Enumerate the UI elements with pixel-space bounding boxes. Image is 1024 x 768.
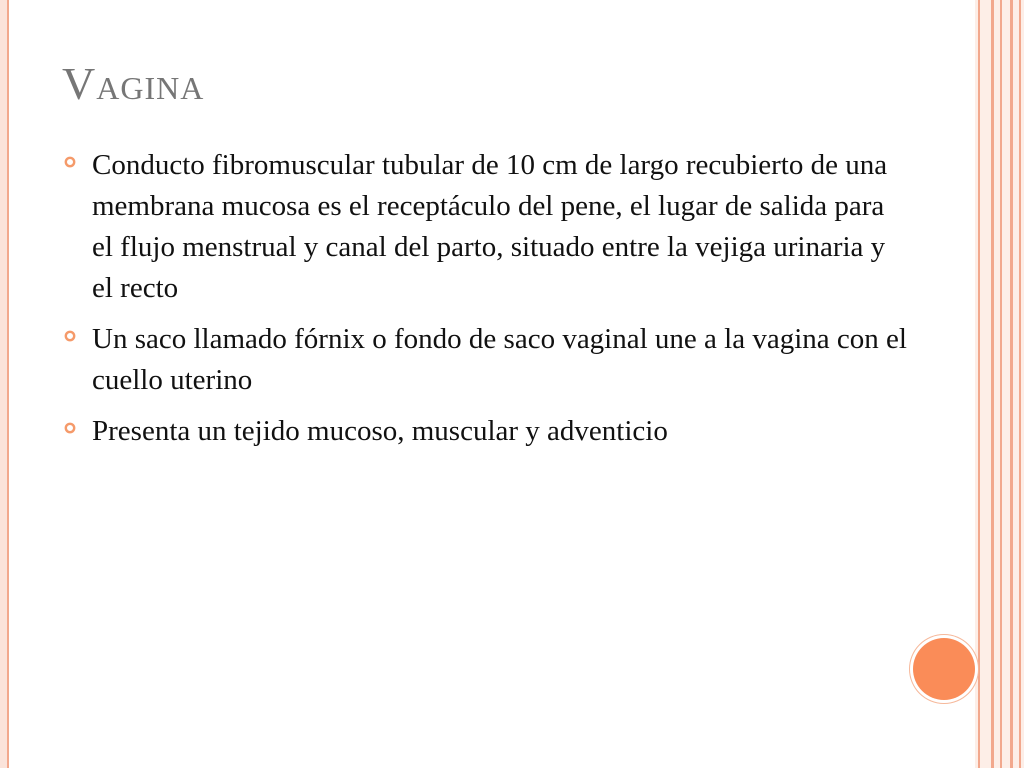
right-decorative-stripes (975, 0, 1024, 768)
ring-bullet-icon (64, 330, 76, 342)
stripe (978, 0, 980, 768)
orange-circle-decoration (913, 638, 975, 700)
bullet-text: Presenta un tejido mucoso, muscular y adventicio (92, 415, 668, 447)
bullet-list (62, 145, 912, 462)
bullet-text: Un saco llamado fórnix o fondo de saco vaginal une a la vagina con el cuello uterino (92, 323, 907, 396)
list-item (62, 319, 912, 401)
bullet-text: Conducto fibromuscular tubular de 10 cm de largo recubierto de una membrana mucosa es el receptáculo del pene, el lugar de salida para el flujo menstrual y canal del parto, situado entre la vejiga urinaria y el recto (92, 149, 888, 304)
ring-bullet-icon (64, 156, 76, 168)
stripe (991, 0, 994, 768)
stripe (1019, 0, 1021, 768)
list-item (62, 145, 912, 309)
stripe (1000, 0, 1002, 768)
left-border-rail (0, 0, 9, 768)
slide-title: Vagina (62, 58, 205, 109)
list-item (62, 411, 912, 452)
ring-bullet-icon (64, 422, 76, 434)
stripe (1010, 0, 1013, 768)
